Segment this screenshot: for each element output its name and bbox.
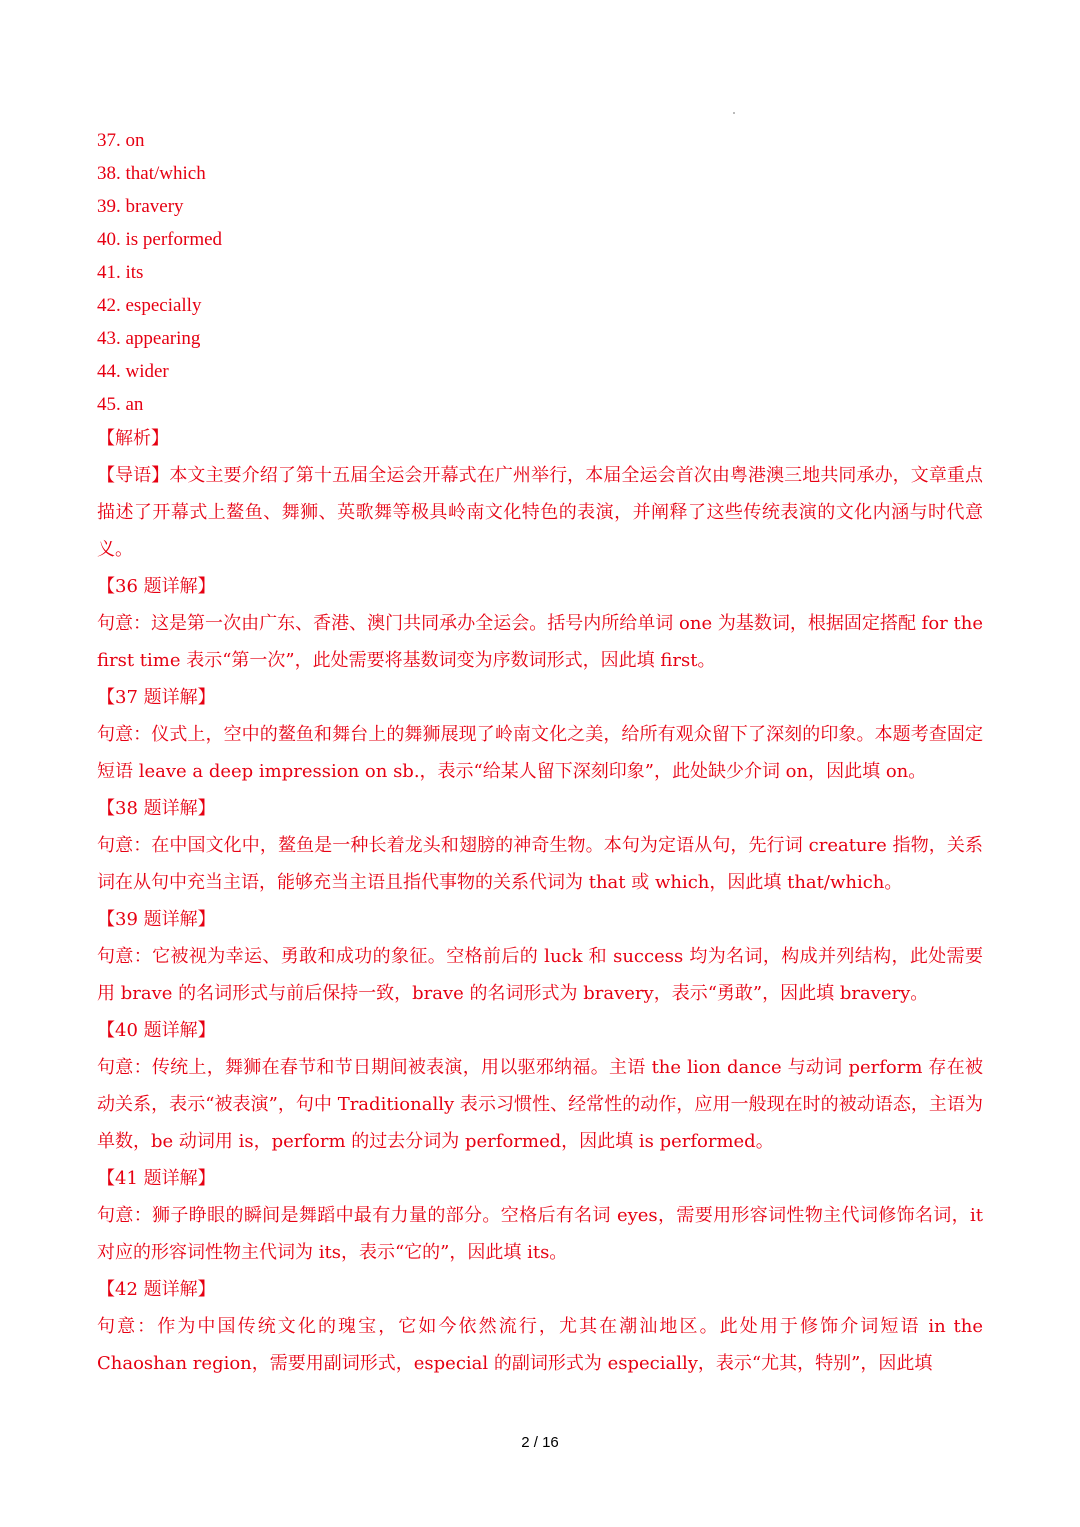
- item-explanation: 句意：作为中国传统文化的瑰宝，它如今依然流行，尤其在潮汕地区。此处用于修饰介词短语 in the Chaoshan region，需要用副词形式，especial 的副词形式为 especially，表示“尤其，特别”，因此填: [97, 1316, 983, 1374]
- item-explanation: 句意：传统上，舞狮在春节和节日期间被表演，用以驱邪纳福。主语 the lion dance 与动词 perform 存在被动关系，表示“被表演”，句中 Traditionally 表示习惯性、经常性的动作，应用一般现在时的被动语态，主语为单数，be 动词用 is，perform 的过去分词为 performed，因此填 is performed。: [97, 1057, 983, 1152]
- answer-item: 43. appearing: [97, 328, 201, 349]
- item-explanation: 句意：这是第一次由广东、香港、澳门共同承办全运会。括号内所给单词 one 为基数词，根据固定搭配 for the first time 表示“第一次”，此处需要将基数词变为序数词形式，因此填 first。: [97, 613, 983, 671]
- item-heading: 【38 题详解】: [97, 798, 216, 819]
- answer-item: 38. that/which: [97, 163, 206, 184]
- item-heading: 【36 题详解】: [97, 576, 216, 597]
- page-number: 2 / 16: [521, 1434, 559, 1451]
- analysis-title: 【解析】: [97, 428, 169, 449]
- item-heading: 【39 题详解】: [97, 909, 216, 930]
- item-heading: 【41 题详解】: [97, 1168, 216, 1189]
- item-explanation: 句意：它被视为幸运、勇敢和成功的象征。空格前后的 luck 和 success 均为名词，构成并列结构，此处需要用 brave 的名词形式与前后保持一致，brave 的名词形式为 bravery，表示“勇敢”，因此填 bravery。: [97, 946, 983, 1004]
- item-explanation: 句意：仪式上，空中的鳌鱼和舞台上的舞狮展现了岭南文化之美，给所有观众留下了深刻的印象。本题考查固定短语 leave a deep impression on sb.，表示“给某人留下深刻印象”，此处缺少介词 on，因此填 on。: [97, 724, 983, 782]
- item-explanation: 句意：在中国文化中，鳌鱼是一种长着龙头和翅膀的神奇生物。本句为定语从句，先行词 creature 指物，关系词在从句中充当主语，能够充当主语且指代事物的关系代词为 that 或 which，因此填 that/which。: [97, 835, 983, 893]
- item-explanation: 句意：狮子睁眼的瞬间是舞蹈中最有力量的部分。空格后有名词 eyes，需要用形容词性物主代词修饰名词，it 对应的形容词性物主代词为 its，表示“它的”，因此填 its。: [97, 1205, 983, 1263]
- page-mark: [733, 112, 735, 114]
- answer-item: 41. its: [97, 262, 144, 283]
- analysis-section: [97, 420, 983, 1382]
- item-heading: 【40 题详解】: [97, 1020, 216, 1041]
- answer-item: 40. is performed: [97, 229, 223, 250]
- item-heading: 【42 题详解】: [97, 1279, 216, 1300]
- answer-list: [97, 124, 983, 421]
- answer-item: 37. on: [97, 130, 145, 151]
- intro-paragraph: 【导语】本文主要介绍了第十五届全运会开幕式在广州举行，本届全运会首次由粤港澳三地共同承办，文章重点描述了开幕式上鳌鱼、舞狮、英歌舞等极具岭南文化特色的表演，并阐释了这些传统表演的文化内涵与时代意义。: [97, 465, 983, 560]
- answer-item: 42. especially: [97, 295, 202, 316]
- item-heading: 【37 题详解】: [97, 687, 216, 708]
- answer-item: 45. an: [97, 394, 144, 415]
- answer-item: 44. wider: [97, 361, 169, 382]
- answer-item: 39. bravery: [97, 196, 184, 217]
